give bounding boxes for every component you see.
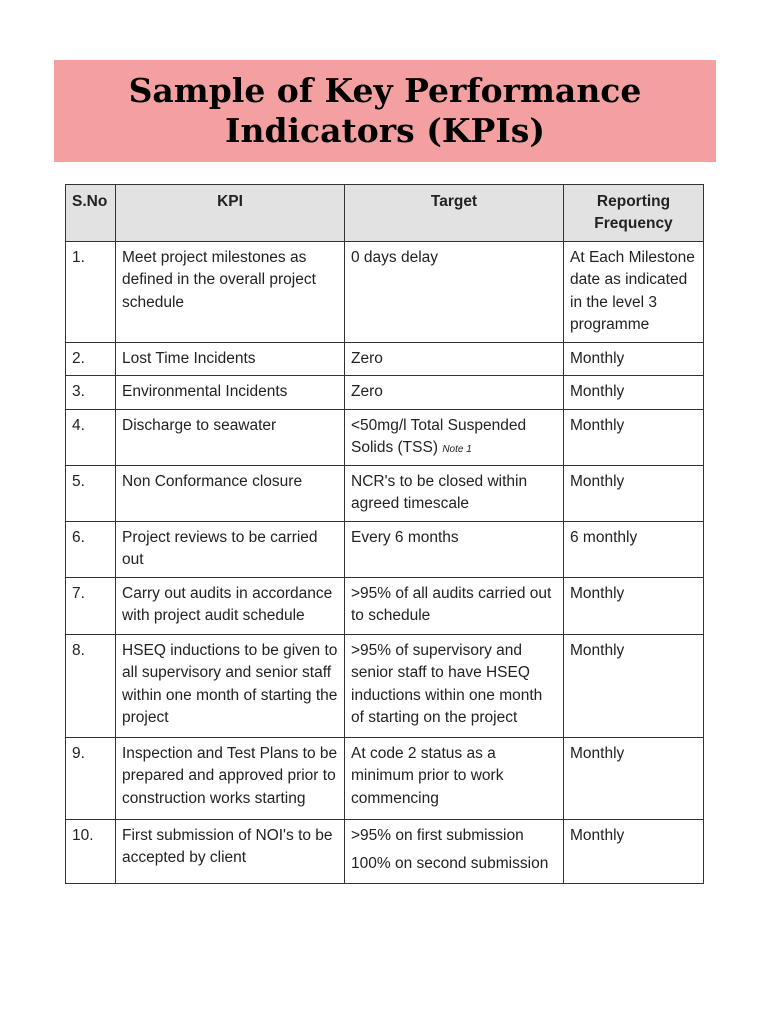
row-sno: 6. xyxy=(66,521,116,577)
row-kpi: Carry out audits in accordance with project audit schedule xyxy=(116,577,345,634)
row-frequency: Monthly xyxy=(564,577,704,634)
row-sno: 5. xyxy=(66,465,116,521)
row-target xyxy=(345,409,564,465)
row-frequency: Monthly xyxy=(564,342,704,375)
table-row xyxy=(66,241,704,342)
header-sno: S.No xyxy=(66,185,116,242)
row-kpi: Non Conformance closure xyxy=(116,465,345,521)
row-sno: 8. xyxy=(66,634,116,737)
row-frequency: At Each Milestone date as indicated in the level 3 programme xyxy=(564,241,704,342)
row-target-line-1: >95% on first submission xyxy=(351,826,524,844)
row-sno: 10. xyxy=(66,819,116,883)
header-target: Target xyxy=(345,185,564,242)
row-kpi: Project reviews to be carried out xyxy=(116,521,345,577)
table-row xyxy=(66,342,704,375)
table-row xyxy=(66,409,704,465)
table-row xyxy=(66,819,704,883)
row-sno: 1. xyxy=(66,241,116,342)
row-sno: 4. xyxy=(66,409,116,465)
row-sno: 9. xyxy=(66,737,116,819)
row-kpi: Environmental Incidents xyxy=(116,376,345,409)
row-frequency: Monthly xyxy=(564,409,704,465)
table-row xyxy=(66,577,704,634)
header-kpi: KPI xyxy=(116,185,345,242)
row-frequency: Monthly xyxy=(564,465,704,521)
row-frequency: Monthly xyxy=(564,737,704,819)
row-target: At code 2 status as a minimum prior to work commencing xyxy=(345,737,564,819)
header-frequency: Reporting Frequency xyxy=(564,185,704,242)
table-row xyxy=(66,634,704,737)
row-frequency: 6 monthly xyxy=(564,521,704,577)
row-frequency: Monthly xyxy=(564,376,704,409)
row-sno: 7. xyxy=(66,577,116,634)
row-kpi: First submission of NOI's to be accepted by client xyxy=(116,819,345,883)
page-title-line-1: Sample of Key Performance xyxy=(128,71,642,111)
row-target: >95% of all audits carried out to schedule xyxy=(345,577,564,634)
row-target-line-2: 100% on second submission xyxy=(351,855,549,873)
table-row xyxy=(66,465,704,521)
table-row xyxy=(66,737,704,819)
table-row xyxy=(66,521,704,577)
row-target: NCR's to be closed within agreed timescale xyxy=(345,465,564,521)
row-target: >95% of supervisory and senior staff to have HSEQ inductions within one month of starting on the project xyxy=(345,634,564,737)
row-target-text: <50mg/l Total Suspended Solids (TSS) xyxy=(351,416,527,457)
kpi-table xyxy=(65,184,704,884)
row-kpi: Discharge to seawater xyxy=(116,409,345,465)
row-frequency: Monthly xyxy=(564,634,704,737)
row-frequency: Monthly xyxy=(564,819,704,883)
row-target xyxy=(345,819,564,883)
row-kpi: HSEQ inductions to be given to all supervisory and senior staff within one month of starting the project xyxy=(116,634,345,737)
row-sno: 3. xyxy=(66,376,116,409)
table-row xyxy=(66,376,704,409)
table-header-row xyxy=(66,185,704,242)
row-target: 0 days delay xyxy=(345,241,564,342)
row-sno: 2. xyxy=(66,342,116,375)
target-note: Note 1 xyxy=(442,444,472,456)
row-kpi: Lost Time Incidents xyxy=(116,342,345,375)
row-kpi: Inspection and Test Plans to be prepared and approved prior to construction works starting xyxy=(116,737,345,819)
page-title-line-2: Indicators (KPIs) xyxy=(225,111,545,150)
page-title-banner xyxy=(54,60,716,162)
row-target: Zero xyxy=(345,376,564,409)
row-kpi: Meet project milestones as defined in the overall project schedule xyxy=(116,241,345,342)
row-target: Every 6 months xyxy=(345,521,564,577)
row-target: Zero xyxy=(345,342,564,375)
